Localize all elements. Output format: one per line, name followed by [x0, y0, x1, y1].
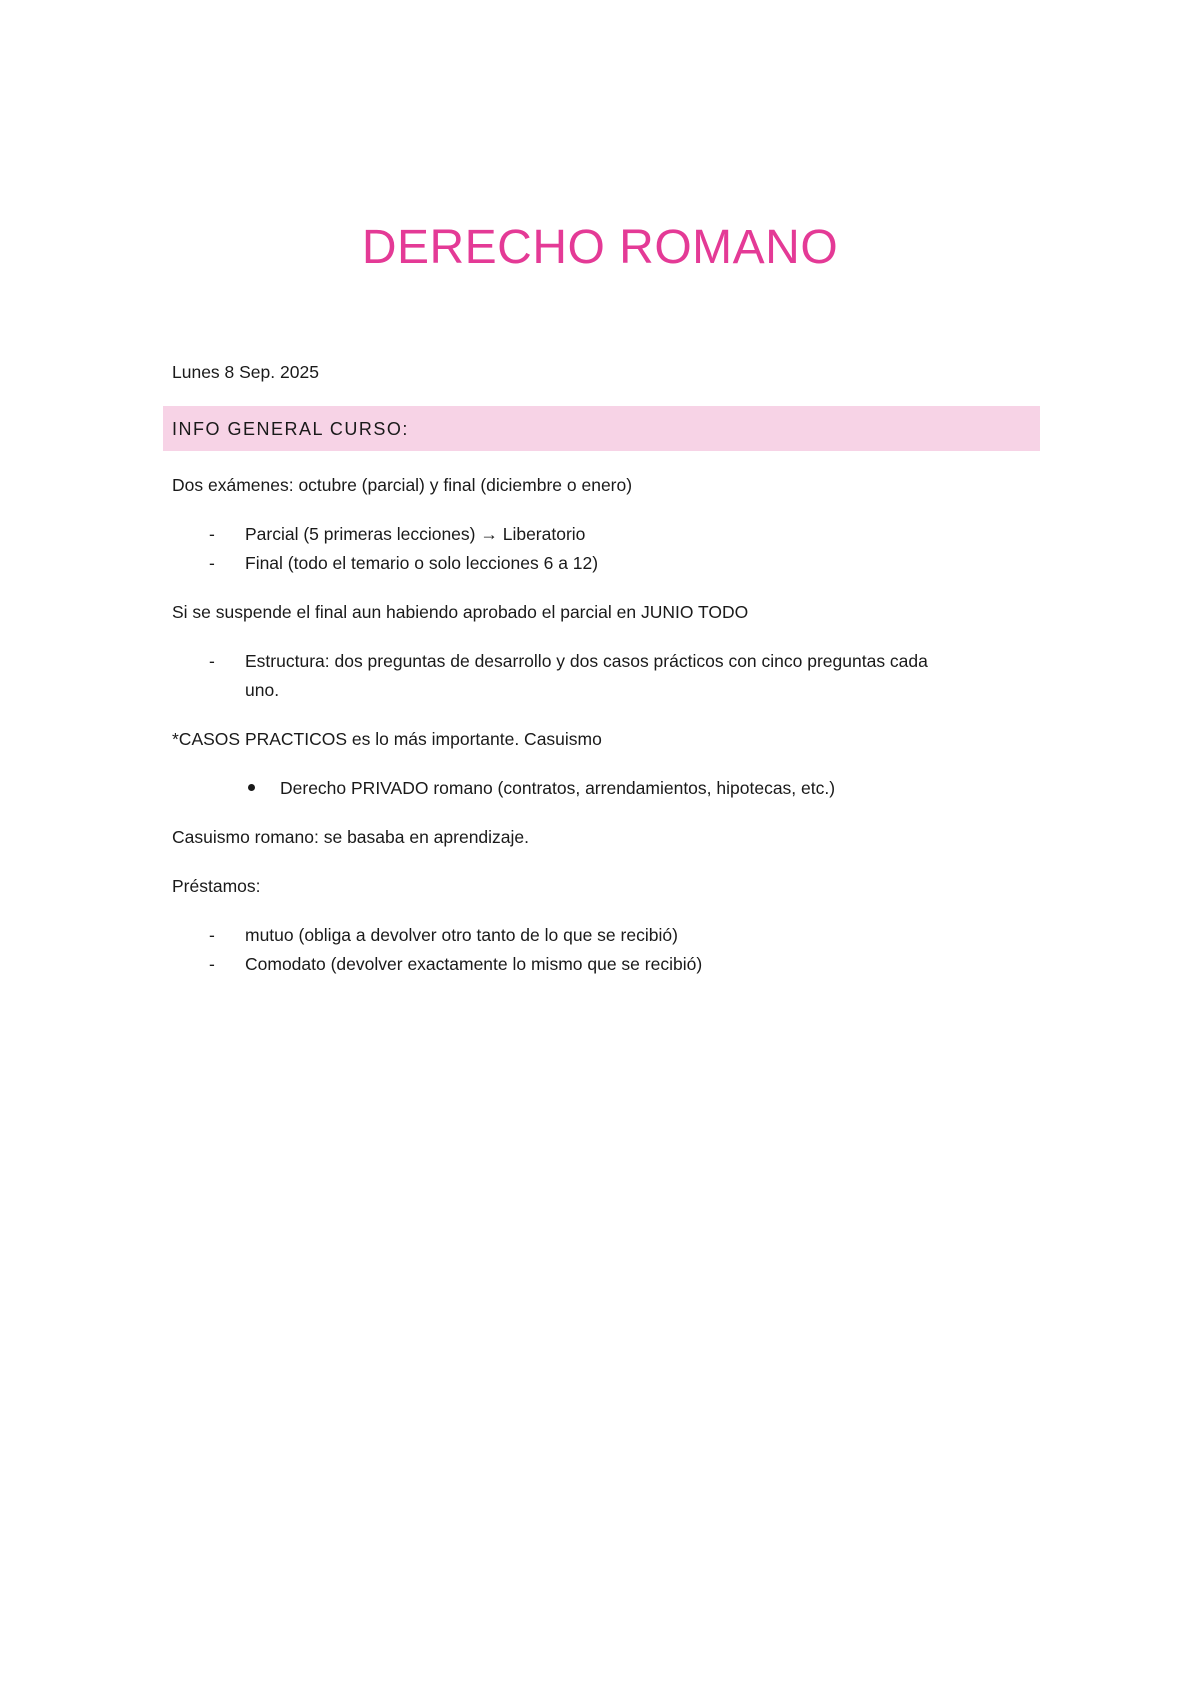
prestamos-heading: Préstamos: [172, 876, 261, 896]
prestamo-item-comodato: Comodato (devolver exactamente lo mismo que se recibió) [245, 954, 703, 974]
exams-intro: Dos exámenes: octubre (parcial) y final (diciembre o enero) [172, 475, 633, 495]
casuismo-note: Casuismo romano: se basaba en aprendizaje. [172, 827, 530, 847]
list-dash: - [209, 651, 215, 671]
bullet-dot-icon [248, 784, 255, 791]
list-dash: - [209, 954, 215, 974]
section-heading-bar [163, 406, 1040, 451]
privado-bullet-item: Derecho PRIVADO romano (contratos, arrendamientos, hipotecas, etc.) [280, 778, 836, 798]
list-dash: - [209, 553, 215, 573]
list-dash: - [209, 925, 215, 945]
exam-item-parcial: Parcial (5 primeras lecciones) → Liberatorio [245, 524, 586, 544]
structure-item-line-2: uno. [245, 680, 280, 700]
exam-item-final: Final (todo el temario o solo lecciones 6 a 12) [245, 553, 599, 573]
document-title: DERECHO ROMANO [361, 221, 839, 274]
section-heading: INFO GENERAL CURSO: [172, 419, 409, 439]
document-date: Lunes 8 Sep. 2025 [172, 362, 319, 382]
prestamo-item-mutuo: mutuo (obliga a devolver otro tanto de lo que se recibió) [245, 925, 678, 945]
list-dash: - [209, 524, 215, 544]
casos-note: *CASOS PRACTICOS es lo más importante. Casuismo [172, 729, 602, 749]
suspend-note: Si se suspende el final aun habiendo aprobado el parcial en JUNIO TODO [172, 602, 749, 622]
structure-item-line-1: Estructura: dos preguntas de desarrollo y dos casos prácticos con cinco preguntas cada [245, 651, 928, 671]
